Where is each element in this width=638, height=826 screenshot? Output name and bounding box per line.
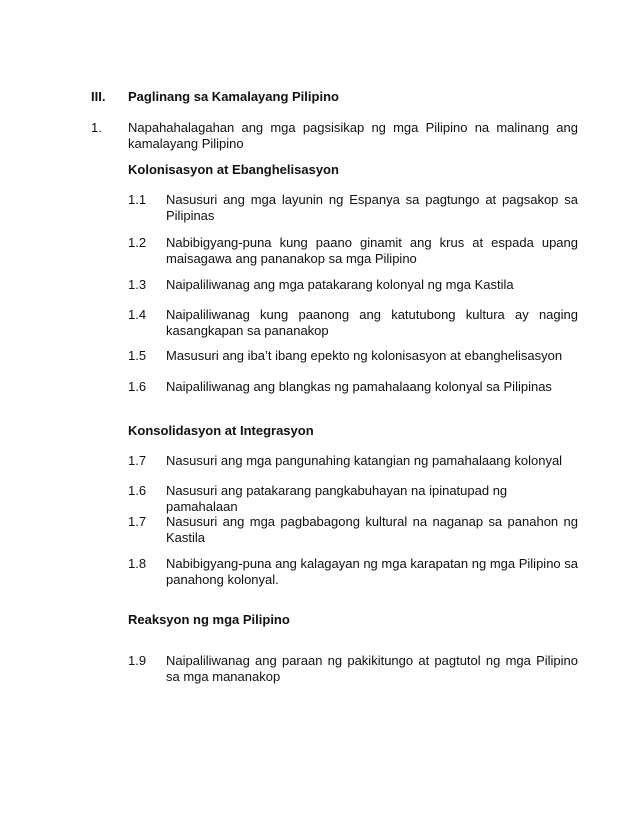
group-heading: Kolonisasyon at Ebanghelisasyon [128,162,339,177]
group-heading: Konsolidasyon at Integrasyon [128,423,314,438]
item-number: 1. [91,120,102,135]
subitem-text: Nasusuri ang patakarang pangkabuhayan na ipinatupad ng pamahalaan [166,483,508,514]
subitem-text: Naipaliliwanag kung paanong ang katutubong kultura ay naging kasangkapan sa pananakop [166,307,578,338]
subitem-number: 1.7 [128,514,147,529]
section-numeral: III. [91,89,106,104]
subitem-text: Naipaliliwanag ang paraan ng pakikitungo at pagtutol ng mga Pilipino sa mga mananakop [166,653,578,684]
subitem-number: 1.5 [128,348,147,363]
group-heading: Reaksyon ng mga Pilipino [128,612,290,627]
subitem-text: Naipaliliwanag ang blangkas ng pamahalaang kolonyal sa Pilipinas [166,379,552,394]
subitem-text: Nabibigyang-puna ang kalagayan ng mga karapatan ng mga Pilipino sa panahong kolonyal. [166,556,578,587]
subitem-text: Masusuri ang iba’t ibang epekto ng kolonisasyon at ebanghelisasyon [166,348,563,363]
subitem-text: Nasusuri ang mga pagbabagong kultural na naganap sa panahon ng Kastila [166,514,578,545]
subitem-number: 1.6 [128,379,147,394]
subitem-text: Naipaliliwanag ang mga patakarang kolonyal ng mga Kastila [166,277,514,292]
subitem-number: 1.4 [128,307,147,322]
subitem-number: 1.2 [128,235,147,250]
subitem-number: 1.7 [128,453,147,468]
subitem-number: 1.8 [128,556,147,571]
subitem-text: Nasusuri ang mga pangunahing katangian ng pamahalaang kolonyal [166,453,563,468]
item-text: Napahahalagahan ang mga pagsisikap ng mga Pilipino na malinang ang kamalayang Pilipino [128,120,578,151]
section-title: Paglinang sa Kamalayang Pilipino [128,89,339,104]
subitem-number: 1.3 [128,277,147,292]
subitem-number: 1.6 [128,483,147,498]
subitem-number: 1.1 [128,192,147,207]
subitem-number: 1.9 [128,653,147,668]
subitem-text: Nasusuri ang mga layunin ng Espanya sa pagtungo at pagsakop sa Pilipinas [166,192,578,223]
subitem-text: Nabibigyang-puna kung paano ginamit ang krus at espada upang maisagawa ang pananakop sa mga Pilipino [166,235,578,266]
